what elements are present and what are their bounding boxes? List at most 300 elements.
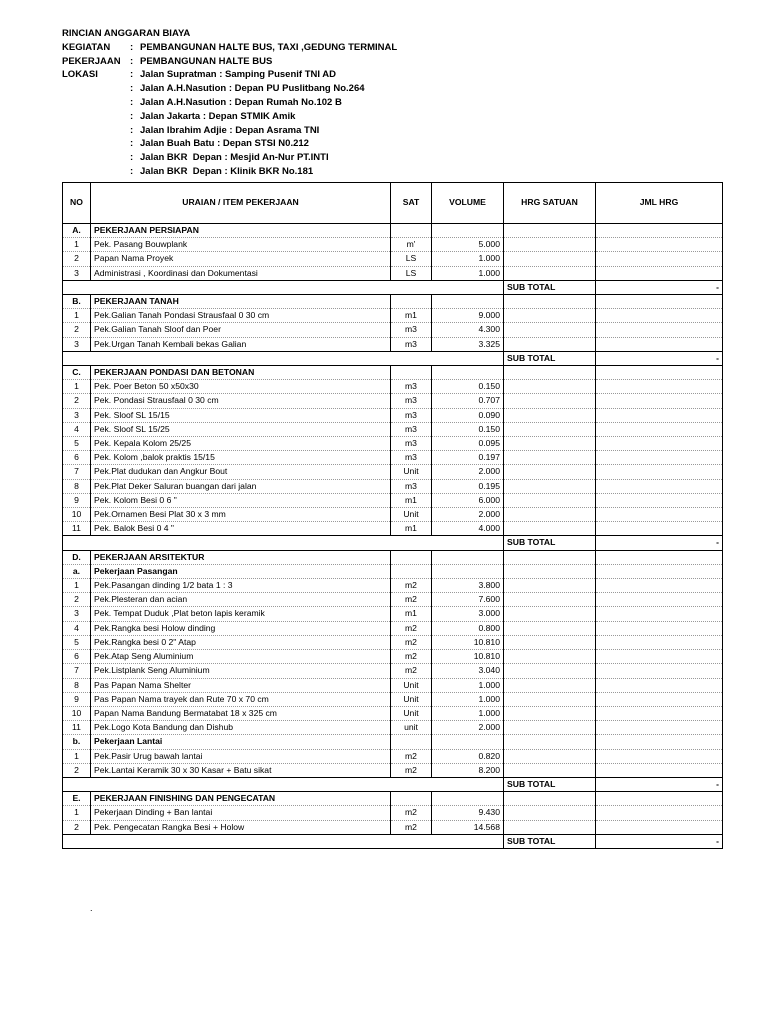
row-sat: m2 <box>391 763 432 777</box>
empty-cell <box>63 777 91 791</box>
row-sat: m1 <box>391 607 432 621</box>
table-row <box>63 380 723 394</box>
empty-cell <box>504 366 596 380</box>
section-row <box>63 366 723 380</box>
empty-cell <box>91 351 391 365</box>
row-no: 2 <box>63 252 91 266</box>
section-row <box>63 550 723 564</box>
row-jml-hrg <box>596 678 723 692</box>
row-hrg-satuan <box>504 238 596 252</box>
row-jml-hrg <box>596 451 723 465</box>
row-sat: m2 <box>391 579 432 593</box>
row-no: 3 <box>63 266 91 280</box>
empty-cell <box>596 295 723 309</box>
table-row <box>63 479 723 493</box>
row-volume: 2.000 <box>432 508 504 522</box>
table-row <box>63 820 723 834</box>
table-row <box>63 238 723 252</box>
row-no: 9 <box>63 692 91 706</box>
lokasi-value: Jalan BKR Depan : Klinik BKR No.181 <box>140 165 314 177</box>
row-hrg-satuan <box>504 763 596 777</box>
row-item: Pek. Sloof SL 15/15 <box>91 408 391 422</box>
row-no: 6 <box>63 650 91 664</box>
row-item: Pek.Rangka besi Holow dinding <box>91 621 391 635</box>
row-volume: 1.000 <box>432 252 504 266</box>
lokasi-value: Jalan A.H.Nasution : Depan PU Puslitbang No.264 <box>140 83 365 95</box>
row-hrg-satuan <box>504 323 596 337</box>
row-sat: m2 <box>391 593 432 607</box>
table-row <box>63 806 723 820</box>
row-sat: LS <box>391 266 432 280</box>
lokasi-line: : Jalan A.H.Nasution : Depan PU Puslitbang No.264 <box>130 83 365 95</box>
row-sat: m2 <box>391 664 432 678</box>
section-no: b. <box>63 735 91 749</box>
empty-cell <box>432 536 504 550</box>
row-hrg-satuan <box>504 422 596 436</box>
row-jml-hrg <box>596 380 723 394</box>
row-volume: 0.095 <box>432 437 504 451</box>
subtotal-label: SUB TOTAL <box>504 280 596 294</box>
row-no: 5 <box>63 635 91 649</box>
row-no: 2 <box>63 593 91 607</box>
table-row <box>63 721 723 735</box>
subtotal-row <box>63 777 723 791</box>
subtotal-row <box>63 536 723 550</box>
row-item: Pek. Pondasi Strausfaal 0 30 cm <box>91 394 391 408</box>
row-no: 7 <box>63 465 91 479</box>
row-volume: 2.000 <box>432 721 504 735</box>
row-volume: 6.000 <box>432 493 504 507</box>
row-item: Pek.Plat dudukan dan Angkur Bout <box>91 465 391 479</box>
empty-cell <box>391 792 432 806</box>
row-item: Pek. Kolom ,balok praktis 15/15 <box>91 451 391 465</box>
section-no: C. <box>63 366 91 380</box>
row-hrg-satuan <box>504 252 596 266</box>
row-jml-hrg <box>596 422 723 436</box>
row-no: 4 <box>63 422 91 436</box>
row-volume: 9.000 <box>432 309 504 323</box>
subtotal-label: SUB TOTAL <box>504 834 596 848</box>
row-item: Pek.Pasangan dinding 1/2 bata 1 : 3 <box>91 579 391 593</box>
table-row <box>63 309 723 323</box>
col-header-jml-hrg: JML HRG <box>596 183 723 224</box>
row-no: 1 <box>63 238 91 252</box>
table-row <box>63 394 723 408</box>
section-title: PEKERJAAN FINISHING DAN PENGECATAN <box>91 792 391 806</box>
empty-cell <box>391 834 432 848</box>
row-jml-hrg <box>596 309 723 323</box>
row-item: Pek.Ornamen Besi Plat 30 x 3 mm <box>91 508 391 522</box>
subgroup-row <box>63 735 723 749</box>
row-volume: 2.000 <box>432 465 504 479</box>
table-row <box>63 252 723 266</box>
row-volume: 0.090 <box>432 408 504 422</box>
empty-cell <box>432 735 504 749</box>
empty-cell <box>63 280 91 294</box>
row-volume: 1.000 <box>432 692 504 706</box>
col-header-uraian: URAIAN / ITEM PEKERJAAN <box>91 183 391 224</box>
row-jml-hrg <box>596 664 723 678</box>
empty-cell <box>391 295 432 309</box>
empty-cell <box>504 224 596 238</box>
row-hrg-satuan <box>504 692 596 706</box>
row-jml-hrg <box>596 508 723 522</box>
pekerjaan-line: PEKERJAAN : PEMBANGUNAN HALTE BUS <box>62 55 273 67</box>
table-row <box>63 266 723 280</box>
row-no: 2 <box>63 323 91 337</box>
row-jml-hrg <box>596 493 723 507</box>
lokasi-line: LOKASI : Jalan Supratman : Samping Pusenif TNI AD <box>62 69 337 81</box>
row-no: 10 <box>63 706 91 720</box>
row-volume: 1.000 <box>432 266 504 280</box>
row-sat: m2 <box>391 749 432 763</box>
lokasi-value: Jalan Ibrahim Adjie : Depan Asrama TNI <box>140 124 320 136</box>
lokasi-line: : Jalan BKR Depan : Klinik BKR No.181 <box>130 165 314 177</box>
row-item: Pek.Galian Tanah Sloof dan Poer <box>91 323 391 337</box>
row-item: Pek. Sloof SL 15/25 <box>91 422 391 436</box>
row-volume: 1.000 <box>432 706 504 720</box>
lokasi-value: Jalan Supratman : Samping Pusenif TNI AD <box>140 69 337 81</box>
empty-cell <box>504 792 596 806</box>
empty-cell <box>432 351 504 365</box>
table-row <box>63 763 723 777</box>
row-jml-hrg <box>596 820 723 834</box>
row-no: 8 <box>63 479 91 493</box>
table-row <box>63 508 723 522</box>
row-sat: m3 <box>391 323 432 337</box>
row-sat: Unit <box>391 692 432 706</box>
row-jml-hrg <box>596 763 723 777</box>
row-sat: m2 <box>391 635 432 649</box>
lokasi-value: Jalan BKR Depan : Mesjid An-Nur PT.INTI <box>140 152 329 164</box>
table-row <box>63 692 723 706</box>
row-jml-hrg <box>596 593 723 607</box>
empty-cell <box>432 564 504 578</box>
row-hrg-satuan <box>504 493 596 507</box>
row-no: 1 <box>63 749 91 763</box>
row-item: Administrasi , Koordinasi dan Dokumentasi <box>91 266 391 280</box>
row-jml-hrg <box>596 337 723 351</box>
empty-cell <box>63 536 91 550</box>
row-hrg-satuan <box>504 266 596 280</box>
pekerjaan-value: PEMBANGUNAN HALTE BUS <box>140 55 273 67</box>
table-row <box>63 749 723 763</box>
section-title: PEKERJAAN PONDASI DAN BETONAN <box>91 366 391 380</box>
row-item: Pekerjaan Dinding + Ban lantai <box>91 806 391 820</box>
row-hrg-satuan <box>504 650 596 664</box>
empty-cell <box>596 564 723 578</box>
section-title: PEKERJAAN TANAH <box>91 295 391 309</box>
row-hrg-satuan <box>504 579 596 593</box>
subtotal-value: - <box>596 777 723 791</box>
row-no: 9 <box>63 493 91 507</box>
row-hrg-satuan <box>504 749 596 763</box>
kegiatan-line: KEGIATAN : PEMBANGUNAN HALTE BUS, TAXI ,GEDUNG TERMINAL <box>62 41 398 53</box>
row-volume: 0.820 <box>432 749 504 763</box>
row-item: Pek.Listplank Seng Aluminium <box>91 664 391 678</box>
empty-cell <box>63 834 91 848</box>
row-sat: m3 <box>391 451 432 465</box>
row-jml-hrg <box>596 437 723 451</box>
row-volume: 3.000 <box>432 607 504 621</box>
row-jml-hrg <box>596 394 723 408</box>
col-header-hrg-satuan: HRG SATUAN <box>504 183 596 224</box>
row-sat: m3 <box>391 422 432 436</box>
section-title: PEKERJAAN ARSITEKTUR <box>91 550 391 564</box>
empty-cell <box>504 564 596 578</box>
empty-cell <box>391 735 432 749</box>
row-volume: 0.197 <box>432 451 504 465</box>
row-volume: 3.800 <box>432 579 504 593</box>
empty-cell <box>391 564 432 578</box>
row-no: 8 <box>63 678 91 692</box>
row-sat: m3 <box>391 479 432 493</box>
section-no: E. <box>63 792 91 806</box>
table-row <box>63 437 723 451</box>
row-no: 6 <box>63 451 91 465</box>
row-jml-hrg <box>596 650 723 664</box>
empty-cell <box>391 550 432 564</box>
row-item: Pek. Kolom Besi 0 6 " <box>91 493 391 507</box>
section-row <box>63 224 723 238</box>
row-sat: Unit <box>391 508 432 522</box>
row-jml-hrg <box>596 721 723 735</box>
table-header-row <box>63 183 723 224</box>
empty-cell <box>596 224 723 238</box>
empty-cell <box>432 777 504 791</box>
row-no: 2 <box>63 820 91 834</box>
row-sat: m2 <box>391 621 432 635</box>
lokasi-line: : Jalan Jakarta : Depan STMIK Amik <box>130 110 296 122</box>
section-no: B. <box>63 295 91 309</box>
row-item: Pek. Poer Beton 50 x50x30 <box>91 380 391 394</box>
row-jml-hrg <box>596 621 723 635</box>
row-item: Pek.Rangka besi 0 2" Atap <box>91 635 391 649</box>
row-volume: 10.810 <box>432 650 504 664</box>
row-item: Pek.Logo Kota Bandung dan Dishub <box>91 721 391 735</box>
row-sat: Unit <box>391 706 432 720</box>
row-hrg-satuan <box>504 394 596 408</box>
table-row <box>63 621 723 635</box>
row-jml-hrg <box>596 635 723 649</box>
row-no: 1 <box>63 579 91 593</box>
row-no: 1 <box>63 309 91 323</box>
section-row <box>63 295 723 309</box>
lokasi-value: Jalan Buah Batu : Depan STSI N0.212 <box>140 138 309 150</box>
row-no: 5 <box>63 437 91 451</box>
table-row <box>63 451 723 465</box>
empty-cell <box>432 366 504 380</box>
table-row <box>63 607 723 621</box>
empty-cell <box>596 792 723 806</box>
row-hrg-satuan <box>504 607 596 621</box>
row-volume: 0.150 <box>432 380 504 394</box>
row-hrg-satuan <box>504 437 596 451</box>
row-hrg-satuan <box>504 465 596 479</box>
empty-cell <box>432 834 504 848</box>
lokasi-line: : Jalan Ibrahim Adjie : Depan Asrama TNI <box>130 124 320 136</box>
subtotal-label: SUB TOTAL <box>504 536 596 550</box>
empty-cell <box>391 777 432 791</box>
row-hrg-satuan <box>504 721 596 735</box>
table-row <box>63 593 723 607</box>
empty-cell <box>91 280 391 294</box>
row-hrg-satuan <box>504 635 596 649</box>
row-volume: 7.600 <box>432 593 504 607</box>
row-item: Pek. Kepala Kolom 25/25 <box>91 437 391 451</box>
empty-cell <box>432 224 504 238</box>
row-volume: 0.150 <box>432 422 504 436</box>
table-row <box>63 465 723 479</box>
col-header-volume: VOLUME <box>432 183 504 224</box>
table-row <box>63 323 723 337</box>
row-hrg-satuan <box>504 479 596 493</box>
row-item: Pek. Pasang Bouwplank <box>91 238 391 252</box>
row-volume: 5.000 <box>432 238 504 252</box>
row-volume: 0.707 <box>432 394 504 408</box>
empty-cell <box>391 536 432 550</box>
row-item: Pas Papan Nama Shelter <box>91 678 391 692</box>
row-hrg-satuan <box>504 593 596 607</box>
subtotal-label: SUB TOTAL <box>504 777 596 791</box>
table-row <box>63 635 723 649</box>
empty-cell <box>596 366 723 380</box>
table-row <box>63 422 723 436</box>
empty-cell <box>504 550 596 564</box>
row-sat: m2 <box>391 820 432 834</box>
table-row <box>63 408 723 422</box>
empty-cell <box>91 536 391 550</box>
section-title: Pekerjaan Pasangan <box>91 564 391 578</box>
section-no: A. <box>63 224 91 238</box>
row-item: Papan Nama Bandung Bermatabat 18 x 325 cm <box>91 706 391 720</box>
empty-cell <box>596 735 723 749</box>
row-jml-hrg <box>596 252 723 266</box>
empty-cell <box>432 280 504 294</box>
footer-mark: . <box>90 903 93 913</box>
table-row <box>63 678 723 692</box>
row-volume: 8.200 <box>432 763 504 777</box>
row-hrg-satuan <box>504 522 596 536</box>
row-hrg-satuan <box>504 408 596 422</box>
row-volume: 0.195 <box>432 479 504 493</box>
row-item: Pek. Pengecatan Rangka Besi + Holow <box>91 820 391 834</box>
row-volume: 4.300 <box>432 323 504 337</box>
row-jml-hrg <box>596 692 723 706</box>
row-item: Pek.Pasir Urug bawah lantai <box>91 749 391 763</box>
lokasi-block <box>62 68 397 178</box>
row-sat: m1 <box>391 493 432 507</box>
row-hrg-satuan <box>504 337 596 351</box>
kegiatan-value: PEMBANGUNAN HALTE BUS, TAXI ,GEDUNG TERMINAL <box>140 41 398 53</box>
row-jml-hrg <box>596 522 723 536</box>
row-item: Pek.Plat Deker Saluran buangan dari jalan <box>91 479 391 493</box>
subtotal-value: - <box>596 280 723 294</box>
col-header-sat: SAT <box>391 183 432 224</box>
row-hrg-satuan <box>504 664 596 678</box>
subtotal-label: SUB TOTAL <box>504 351 596 365</box>
table-body <box>63 224 723 849</box>
row-sat: unit <box>391 721 432 735</box>
empty-cell <box>391 224 432 238</box>
empty-cell <box>432 792 504 806</box>
row-sat: Unit <box>391 465 432 479</box>
table-row <box>63 650 723 664</box>
col-header-no: NO <box>63 183 91 224</box>
empty-cell <box>391 280 432 294</box>
row-no: 1 <box>63 806 91 820</box>
table-row <box>63 493 723 507</box>
subgroup-row <box>63 564 723 578</box>
section-title: PEKERJAAN PERSIAPAN <box>91 224 391 238</box>
row-item: Pek. Tempat Duduk ,Plat beton lapis keramik <box>91 607 391 621</box>
row-volume: 1.000 <box>432 678 504 692</box>
row-item: Pek.Atap Seng Aluminium <box>91 650 391 664</box>
row-jml-hrg <box>596 579 723 593</box>
section-row <box>63 792 723 806</box>
lokasi-value: Jalan Jakarta : Depan STMIK Amik <box>140 110 296 122</box>
row-sat: m1 <box>391 309 432 323</box>
subtotal-value: - <box>596 834 723 848</box>
empty-cell <box>432 295 504 309</box>
row-sat: m3 <box>391 394 432 408</box>
row-hrg-satuan <box>504 508 596 522</box>
row-volume: 9.430 <box>432 806 504 820</box>
empty-cell <box>391 351 432 365</box>
row-sat: m3 <box>391 337 432 351</box>
row-jml-hrg <box>596 479 723 493</box>
row-item: Papan Nama Proyek <box>91 252 391 266</box>
pekerjaan-label: PEKERJAAN <box>62 55 121 67</box>
row-sat: m3 <box>391 380 432 394</box>
row-item: Pek.Galian Tanah Pondasi Strausfaal 0 30 cm <box>91 309 391 323</box>
row-sat: m' <box>391 238 432 252</box>
empty-cell <box>91 834 391 848</box>
empty-cell <box>432 550 504 564</box>
row-item: Pek.Lantai Keramik 30 x 30 Kasar + Batu sikat <box>91 763 391 777</box>
row-sat: m3 <box>391 437 432 451</box>
row-hrg-satuan <box>504 451 596 465</box>
table-row <box>63 522 723 536</box>
row-no: 3 <box>63 337 91 351</box>
row-volume: 3.040 <box>432 664 504 678</box>
lokasi-line: : Jalan Buah Batu : Depan STSI N0.212 <box>130 138 309 150</box>
row-sat: Unit <box>391 678 432 692</box>
row-no: 4 <box>63 621 91 635</box>
row-sat: m2 <box>391 806 432 820</box>
section-no: a. <box>63 564 91 578</box>
subtotal-row <box>63 280 723 294</box>
row-hrg-satuan <box>504 678 596 692</box>
row-jml-hrg <box>596 607 723 621</box>
row-no: 2 <box>63 763 91 777</box>
row-item: Pas Papan Nama trayek dan Rute 70 x 70 cm <box>91 692 391 706</box>
row-sat: m3 <box>391 408 432 422</box>
empty-cell <box>596 550 723 564</box>
document-header <box>62 27 397 179</box>
row-volume: 0.800 <box>432 621 504 635</box>
kegiatan-label: KEGIATAN <box>62 41 111 53</box>
document-title: RINCIAN ANGGARAN BIAYA <box>62 28 191 39</box>
row-jml-hrg <box>596 238 723 252</box>
row-volume: 3.325 <box>432 337 504 351</box>
row-sat: m1 <box>391 522 432 536</box>
empty-cell <box>504 735 596 749</box>
subtotal-row <box>63 351 723 365</box>
row-hrg-satuan <box>504 380 596 394</box>
lokasi-line: : Jalan A.H.Nasution : Depan Rumah No.102 B <box>130 96 342 108</box>
row-hrg-satuan <box>504 309 596 323</box>
